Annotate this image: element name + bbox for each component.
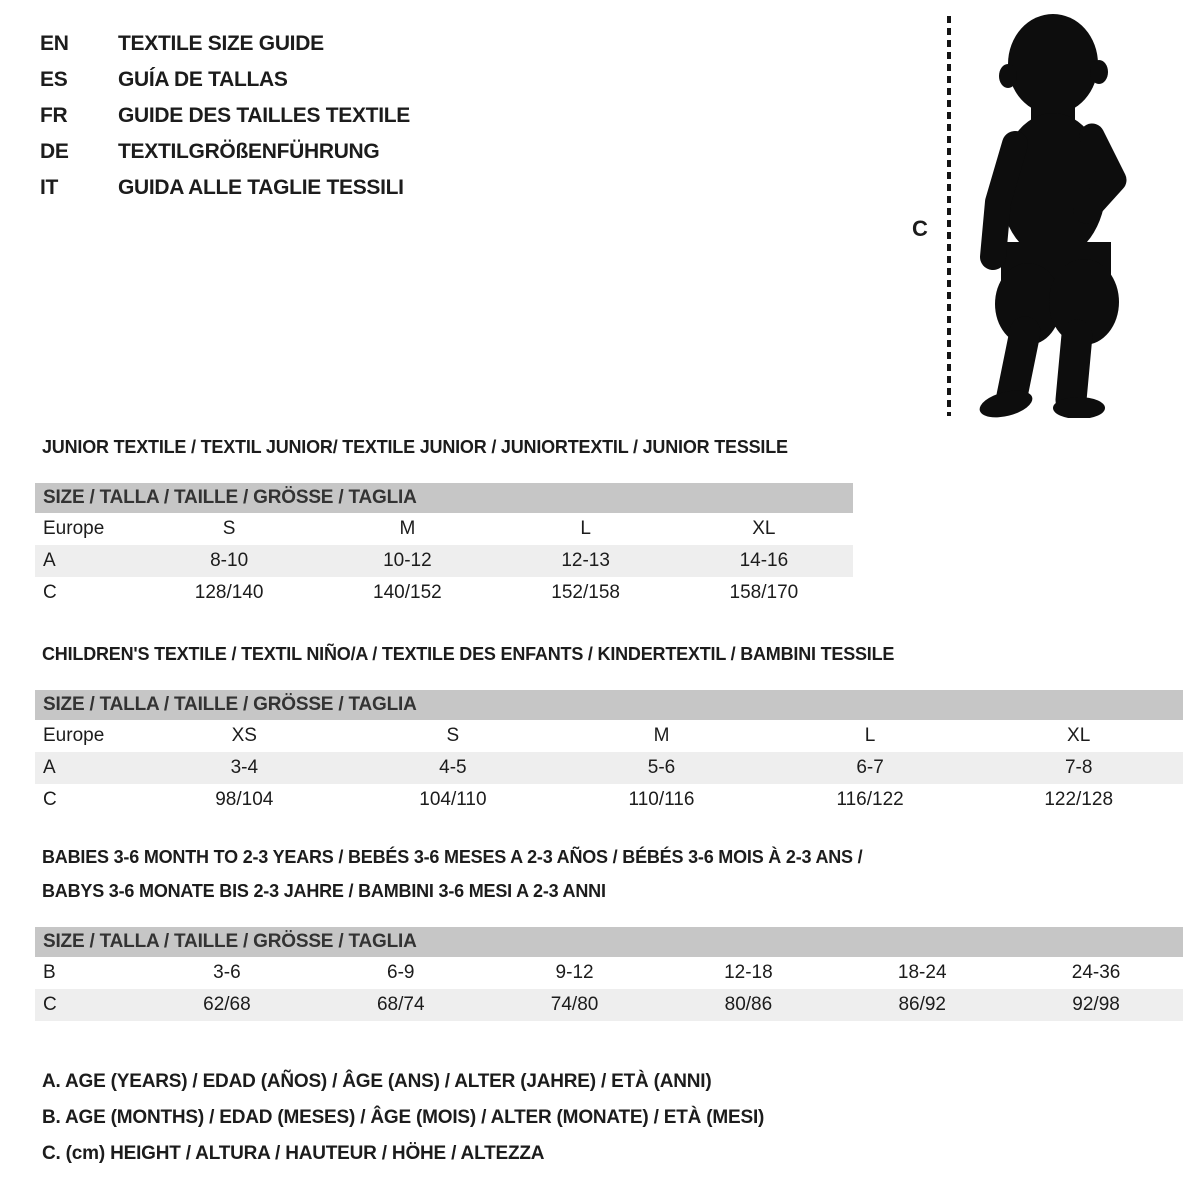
size-table-body [35, 957, 1183, 1021]
size-value-cell: 10-12 [383, 550, 432, 571]
language-code: IT [40, 176, 59, 199]
language-label: GUIDE DES TAILLES TEXTILE [118, 104, 410, 127]
language-code: FR [40, 104, 68, 127]
section-title [42, 430, 853, 464]
size-value-cell: 86/92 [898, 994, 946, 1015]
section-children [35, 637, 1183, 816]
size-value-cell: 18-24 [897, 962, 947, 983]
section-junior [35, 430, 853, 609]
size-table-header: SIZE / TALLA / TAILLE / GRÖSSE / TAGLIA [35, 927, 1183, 957]
size-value-cell: 14-16 [739, 550, 789, 571]
size-value-cell: 80/86 [724, 994, 773, 1015]
row-label-cell: C [43, 994, 57, 1015]
column-header-cell: S [222, 518, 236, 539]
column-header-cell: Europe [43, 518, 105, 539]
table-row [35, 577, 853, 609]
size-table-header: SIZE / TALLA / TAILLE / GRÖSSE / TAGLIA [35, 690, 1183, 720]
table-row [35, 720, 1183, 752]
size-value-cell: 122/128 [1044, 789, 1114, 810]
legend-line: C. (cm) HEIGHT / ALTURA / HAUTEUR / HÖHE / ALTEZZA [42, 1143, 545, 1164]
table-row [35, 545, 853, 577]
table-row [35, 513, 853, 545]
column-header-cell: Europe [43, 725, 105, 746]
size-value-cell: 9-12 [555, 962, 594, 983]
size-value-cell: 98/104 [215, 789, 274, 810]
size-value-cell: 6-7 [856, 757, 884, 778]
table-row [35, 752, 1183, 784]
section-title [42, 840, 1183, 908]
language-label: TEXTILE SIZE GUIDE [118, 32, 324, 55]
language-item [40, 134, 410, 170]
section-title-line: CHILDREN'S TEXTILE / TEXTIL NIÑO/A / TEXTILE DES ENFANTS / KINDERTEXTIL / BAMBINI TESSILE [42, 644, 895, 664]
language-item [40, 170, 410, 206]
legend-line: B. AGE (MONTHS) / EDAD (MESES) / ÂGE (MOIS) / ALTER (MONATE) / ETÀ (MESI) [42, 1107, 765, 1128]
size-value-cell: 110/116 [628, 789, 695, 810]
column-header-cell: M [399, 518, 416, 539]
size-value-cell: 3-6 [213, 962, 241, 983]
size-value-cell: 8-10 [210, 550, 249, 571]
legend-line: A. AGE (YEARS) / EDAD (AÑOS) / ÂGE (ANS) / ALTER (JAHRE) / ETÀ (ANNI) [42, 1071, 712, 1092]
size-value-cell: 12-18 [724, 962, 773, 983]
size-value-cell: 6-9 [387, 962, 415, 983]
row-label-cell: C [43, 582, 57, 603]
row-label-cell: A [43, 550, 56, 571]
height-measure-label: C [912, 216, 928, 241]
measurement-legend [42, 1064, 764, 1172]
language-label: TEXTILGRÖßENFÜHRUNG [118, 140, 380, 163]
size-value-cell: 92/98 [1072, 994, 1120, 1015]
column-header-cell: XL [1067, 725, 1091, 746]
section-title-line: BABIES 3-6 MONTH TO 2-3 YEARS / BEBÉS 3-6 MESES A 2-3 AÑOS / BÉBÉS 3-6 MOIS À 2-3 ANS / [42, 847, 863, 867]
size-table [35, 927, 1183, 1021]
size-table [35, 690, 1183, 816]
size-table-body [35, 513, 853, 609]
size-value-cell: 7-8 [1064, 757, 1093, 778]
section-title [42, 637, 1183, 671]
language-label: GUÍA DE TALLAS [118, 68, 288, 91]
column-header-cell: S [446, 725, 460, 746]
size-value-cell: 104/110 [419, 789, 487, 810]
language-code: DE [40, 140, 69, 163]
size-value-cell: 68/74 [376, 994, 425, 1015]
language-code: EN [40, 32, 69, 55]
language-code: ES [40, 68, 68, 91]
section-title-line: BABYS 3-6 MONATE BIS 2-3 JAHRE / BAMBINI 3-6 MESI A 2-3 ANNI [42, 881, 606, 901]
toddler-silhouette-icon [965, 10, 1140, 418]
size-table [35, 483, 853, 609]
size-value-cell: 62/68 [203, 994, 251, 1015]
column-header-cell: XS [231, 725, 257, 746]
size-value-cell: 128/140 [194, 582, 264, 603]
column-header-cell: L [580, 518, 591, 539]
size-value-cell: 152/158 [551, 582, 620, 603]
size-value-cell: 3-4 [230, 757, 259, 778]
table-row [35, 957, 1183, 989]
column-header-cell: XL [752, 518, 776, 539]
size-value-cell: 158/170 [729, 582, 799, 603]
size-value-cell: 116/122 [836, 789, 904, 810]
height-measure-line [947, 16, 951, 416]
column-header-cell: L [864, 725, 876, 746]
row-label-cell: A [43, 757, 56, 778]
size-value-cell: 24-36 [1071, 962, 1121, 983]
language-item [40, 26, 410, 62]
language-item [40, 98, 410, 134]
language-label: GUIDA ALLE TAGLIE TESSILI [118, 176, 404, 199]
table-row [35, 989, 1183, 1021]
size-value-cell: 12-13 [561, 550, 610, 571]
section-babies [35, 840, 1183, 1021]
row-label-cell: B [43, 962, 56, 983]
size-value-cell: 5-6 [647, 757, 676, 778]
size-table-header: SIZE / TALLA / TAILLE / GRÖSSE / TAGLIA [35, 483, 853, 513]
language-title-list [40, 26, 410, 206]
column-header-cell: M [653, 725, 670, 746]
size-value-cell: 74/80 [550, 994, 599, 1015]
table-row [35, 784, 1183, 816]
size-value-cell: 140/152 [373, 582, 442, 603]
language-item [40, 62, 410, 98]
section-title-line: JUNIOR TEXTILE / TEXTIL JUNIOR/ TEXTILE JUNIOR / JUNIORTEXTIL / JUNIOR TESSILE [42, 437, 788, 457]
size-value-cell: 4-5 [439, 757, 467, 778]
size-table-body [35, 720, 1183, 816]
row-label-cell: C [43, 789, 57, 810]
